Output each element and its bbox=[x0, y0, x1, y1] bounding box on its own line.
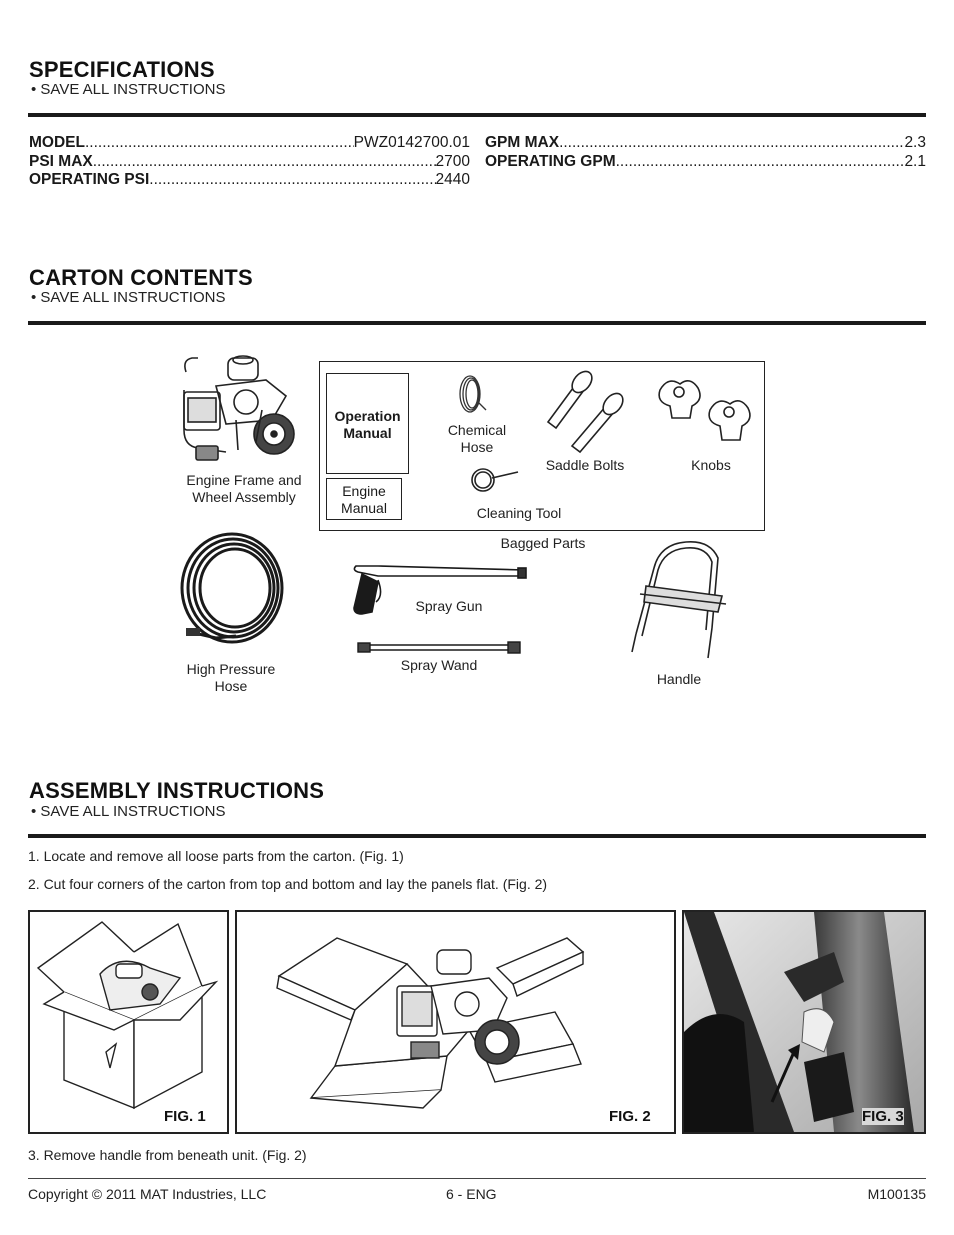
cleaning-tool-label: Cleaning Tool bbox=[476, 505, 562, 521]
engine-manual-booklet bbox=[326, 478, 402, 520]
knobs-illustration bbox=[654, 374, 766, 454]
operation-manual-booklet bbox=[326, 373, 409, 474]
spec-operating-psi bbox=[29, 171, 470, 189]
spec-value: 2700 bbox=[435, 153, 470, 170]
spec-key: PSI MAX bbox=[29, 153, 93, 170]
spec-key: MODEL bbox=[29, 134, 85, 151]
step-1: 1. Locate and remove all loose parts from the carton. (Fig. 1) bbox=[28, 848, 404, 864]
footer-document-code: M100135 bbox=[867, 1186, 926, 1202]
spec-model bbox=[29, 134, 470, 152]
chemical-hose-illustration bbox=[452, 372, 492, 418]
step-2: 2. Cut four corners of the carton from top and bottom and lay the panels flat. (Fig. 2) bbox=[28, 876, 548, 892]
step-3: 3. Remove handle from beneath unit. (Fig. 2) bbox=[28, 1147, 307, 1163]
engine-manual-label: Engine Manual bbox=[341, 483, 387, 516]
figure-2-label: FIG. 2 bbox=[609, 1108, 651, 1125]
handle-photo-illustration bbox=[684, 912, 924, 1132]
spec-value: 2440 bbox=[435, 171, 470, 188]
spec-value: PWZ0142700.01 bbox=[353, 134, 470, 151]
spec-value: 2.1 bbox=[904, 153, 926, 170]
high-pressure-hose-illustration bbox=[176, 528, 296, 656]
engine-frame-illustration bbox=[176, 350, 306, 470]
spec-value: 2.3 bbox=[904, 134, 926, 151]
flat-carton-illustration bbox=[237, 912, 674, 1132]
footer-copyright: Copyright © 2011 MAT Industries, LLC bbox=[28, 1186, 267, 1202]
specifications-heading: SPECIFICATIONS bbox=[29, 57, 215, 82]
spray-gun-label: Spray Gun bbox=[415, 598, 483, 614]
figure-1 bbox=[28, 910, 229, 1134]
assembly-instructions-subtitle: • SAVE ALL INSTRUCTIONS bbox=[31, 803, 226, 820]
engine-frame-label: Engine Frame and Wheel Assembly bbox=[186, 472, 302, 505]
spray-wand-illustration bbox=[356, 640, 524, 656]
spec-key: OPERATING GPM bbox=[485, 153, 616, 170]
spec-operating-gpm bbox=[485, 153, 926, 171]
saddle-bolts-illustration bbox=[540, 366, 634, 454]
figure-2 bbox=[235, 910, 676, 1134]
knobs-label: Knobs bbox=[691, 457, 731, 473]
high-pressure-hose-label: High Pressure Hose bbox=[186, 661, 276, 694]
footer-page-number: 6 - ENG bbox=[446, 1186, 497, 1202]
saddle-bolts-label: Saddle Bolts bbox=[545, 457, 625, 473]
carton-contents-subtitle: • SAVE ALL INSTRUCTIONS bbox=[31, 289, 226, 306]
figure-3-label: FIG. 3 bbox=[862, 1108, 904, 1125]
section-divider bbox=[28, 834, 926, 838]
section-divider bbox=[28, 321, 926, 325]
handle-illustration bbox=[626, 538, 736, 664]
spray-wand-label: Spray Wand bbox=[400, 657, 478, 673]
carton-contents-heading: CARTON CONTENTS bbox=[29, 265, 253, 290]
figure-1-label: FIG. 1 bbox=[164, 1108, 206, 1125]
footer-divider bbox=[28, 1178, 926, 1179]
bagged-parts-label: Bagged Parts bbox=[500, 535, 586, 551]
open-carton-illustration bbox=[30, 912, 227, 1132]
chemical-hose-label: Chemical Hose bbox=[447, 422, 507, 455]
section-divider bbox=[28, 113, 926, 117]
spec-key: GPM MAX bbox=[485, 134, 560, 151]
handle-label: Handle bbox=[656, 671, 702, 687]
operation-manual-label: Operation Manual bbox=[334, 408, 401, 441]
assembly-instructions-heading: ASSEMBLY INSTRUCTIONS bbox=[29, 778, 325, 803]
spec-key: OPERATING PSI bbox=[29, 171, 150, 188]
spec-gpm-max bbox=[485, 134, 926, 152]
cleaning-tool-illustration bbox=[470, 466, 520, 496]
spec-psi-max bbox=[29, 153, 470, 171]
figure-3 bbox=[682, 910, 926, 1134]
specifications-subtitle: • SAVE ALL INSTRUCTIONS bbox=[31, 81, 226, 98]
